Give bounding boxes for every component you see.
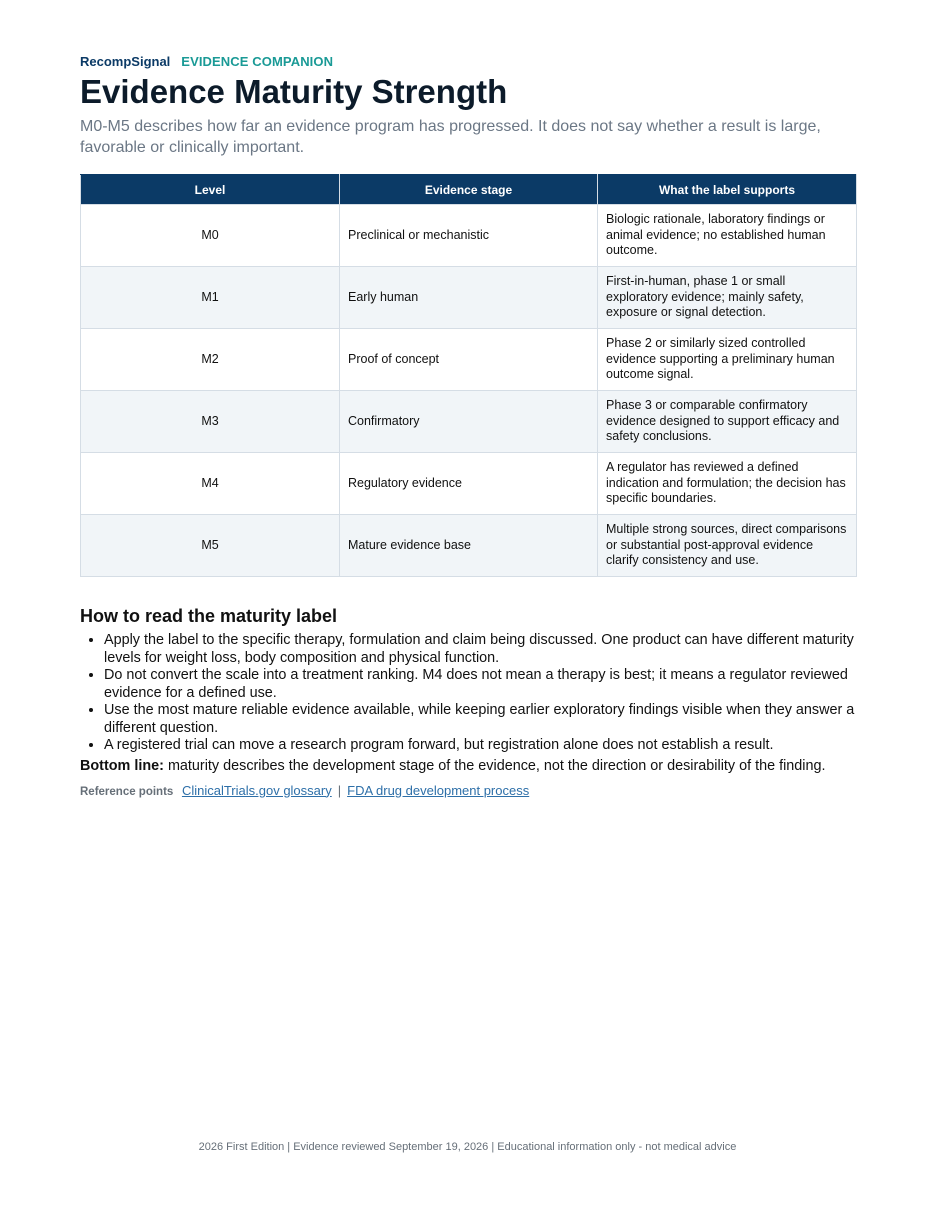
column-header-supports: What the label supports xyxy=(598,175,857,205)
stage-cell: Confirmatory xyxy=(340,391,598,453)
list-item: • Use the most mature reliable evidence available, while keeping earlier exploratory findings visible when they answer a different question. xyxy=(104,702,856,737)
table-row xyxy=(81,515,857,577)
clinicaltrials-glossary-link[interactable]: ClinicalTrials.gov glossary xyxy=(181,782,332,798)
bottom-line-text: maturity describes the development stage of the evidence, not the direction or desirability of the finding. xyxy=(167,757,826,774)
brand-name: RecompSignal xyxy=(80,54,171,69)
reference-label: Reference points xyxy=(80,785,174,798)
page-title: Evidence Maturity Strength xyxy=(80,73,508,110)
list-item: • Apply the label to the specific therapy, formulation and claim being discussed. One product can have different maturity levels for weight loss, body composition and physical function. xyxy=(104,632,856,667)
document-page xyxy=(80,54,856,801)
reference-points xyxy=(80,782,856,801)
page-subtitle: M0-M5 describes how far an evidence program has progressed. It does not say whether a result is large, favorable or clinically important. xyxy=(80,118,821,156)
table-row xyxy=(81,205,857,267)
stage-cell: Early human xyxy=(340,267,598,329)
guidance-list xyxy=(80,632,856,755)
table-row xyxy=(81,453,857,515)
column-header-stage: Evidence stage xyxy=(340,175,598,205)
supports-cell: Phase 2 or similarly sized controlled evidence supporting a preliminary human outcome signal. xyxy=(598,329,857,391)
section-heading: How to read the maturity label xyxy=(80,606,338,626)
supports-cell: First-in-human, phase 1 or small exploratory evidence; mainly safety, exposure or signal detection. xyxy=(598,267,857,329)
fda-process-link[interactable]: FDA drug development process xyxy=(347,782,530,798)
level-cell: M1 xyxy=(81,267,340,329)
stage-cell: Regulatory evidence xyxy=(340,453,598,515)
table-header-row xyxy=(81,175,857,205)
maturity-table xyxy=(80,174,857,577)
table-row xyxy=(81,329,857,391)
supports-cell: Biologic rationale, laboratory findings or animal evidence; no established human outcome. xyxy=(598,205,857,267)
bottom-line xyxy=(80,757,856,776)
brand-line xyxy=(80,54,856,70)
list-item: • A registered trial can move a research program forward, but registration alone does not establish a result. xyxy=(104,737,856,755)
bottom-line-label: Bottom line: xyxy=(80,757,164,774)
level-cell: M3 xyxy=(81,391,340,453)
list-item: • Do not convert the scale into a treatment ranking. M4 does not mean a therapy is best; it means a regulator reviewed evidence for a defined use. xyxy=(104,667,856,702)
level-cell: M2 xyxy=(81,329,340,391)
level-cell: M4 xyxy=(81,453,340,515)
table-row xyxy=(81,391,857,453)
table-row xyxy=(81,267,857,329)
stage-cell: Mature evidence base xyxy=(340,515,598,577)
supports-cell: Phase 3 or comparable confirmatory evidence designed to support efficacy and safety conclusions. xyxy=(598,391,857,453)
supports-cell: A regulator has reviewed a defined indication and formulation; the decision has specific boundaries. xyxy=(598,453,857,515)
level-cell: M5 xyxy=(81,515,340,577)
stage-cell: Preclinical or mechanistic xyxy=(340,205,598,267)
level-cell: M0 xyxy=(81,205,340,267)
link-separator: | xyxy=(337,782,342,798)
column-header-level: Level xyxy=(81,175,340,205)
page-footer: 2026 First Edition | Evidence reviewed September 19, 2026 | Educational information only - not medical advice xyxy=(198,1141,737,1153)
eyebrow-label: EVIDENCE COMPANION xyxy=(181,54,334,69)
supports-cell: Multiple strong sources, direct comparisons or substantial post-approval evidence clarify consistency and use. xyxy=(598,515,857,577)
stage-cell: Proof of concept xyxy=(340,329,598,391)
